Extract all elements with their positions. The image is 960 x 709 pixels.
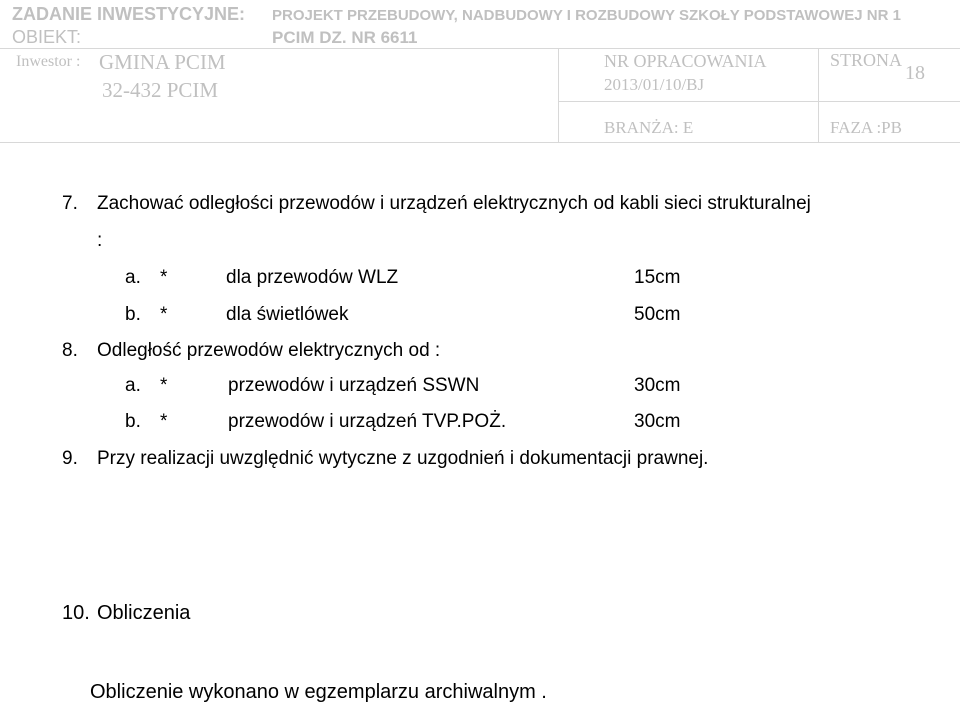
header-column-divider [818, 48, 819, 143]
sub-item-value: 50cm [634, 304, 681, 325]
strona-value: 18 [905, 62, 925, 84]
item-number: 7. [62, 193, 78, 214]
faza: FAZA :PB [830, 118, 902, 137]
header-divider [558, 101, 960, 102]
sub-item-value: 30cm [634, 411, 681, 432]
sub-item-text: przewodów i urządzeń TVP.POŻ. [228, 411, 507, 432]
branza: BRANŻA: E [604, 118, 694, 137]
sub-item-letter: b. [125, 304, 141, 325]
sub-item-bullet: * [160, 267, 168, 288]
sub-item-value: 15cm [634, 267, 681, 288]
sub-item-text: przewodów i urządzeń SSWN [228, 375, 480, 396]
sub-item-text: dla świetlówek [226, 304, 349, 325]
header-column-divider [558, 48, 559, 143]
investor-city: 32-432 PCIM [102, 78, 219, 102]
sub-item-text: dla przewodów WLZ [226, 267, 399, 288]
nr-opracowania-label: NR OPRACOWANIA [604, 51, 767, 71]
nr-opracowania-value: 2013/01/10/BJ [604, 75, 705, 94]
sub-item-value: 30cm [634, 375, 681, 396]
zadanie-value: PROJEKT PRZEBUDOWY, NADBUDOWY I ROZBUDOWY SZKOŁY PODSTAWOWEJ NR 1 [272, 7, 901, 24]
document-header [0, 0, 960, 143]
sub-item-letter: b. [125, 411, 141, 432]
obiekt-value: PCIM DZ. NR 6611 [272, 28, 418, 47]
sub-item-bullet: * [160, 411, 168, 432]
item-number: 10. [62, 602, 90, 624]
zadanie-label: ZADANIE INWESTYCYJNE: [12, 4, 246, 24]
item-text: Zachować odległości przewodów i urządzeń elektrycznych od kabli sieci strukturalnej [97, 193, 811, 214]
item-text-continuation: : [97, 230, 103, 251]
sub-item-bullet: * [160, 304, 168, 325]
sub-item-letter: a. [125, 267, 141, 288]
sub-item-letter: a. [125, 375, 141, 396]
item-number: 9. [62, 448, 78, 469]
item-text: Odległość przewodów elektrycznych od : [97, 340, 441, 361]
item-text: Obliczenie wykonano w egzemplarzu archiwalnym . [90, 681, 547, 703]
investor-label: Inwestor : [16, 53, 81, 70]
strona-label: STRONA [830, 50, 903, 70]
investor-name: GMINA PCIM [99, 50, 226, 74]
item-number: 8. [62, 340, 78, 361]
header-bottom-border [0, 142, 960, 143]
header-divider [0, 48, 960, 49]
item-text: Przy realizacji uwzględnić wytyczne z uzgodnień i dokumentacji prawnej. [97, 448, 709, 469]
obiekt-label: OBIEKT: [12, 27, 82, 47]
sub-item-bullet: * [160, 375, 168, 396]
section-heading: Obliczenia [97, 602, 191, 624]
